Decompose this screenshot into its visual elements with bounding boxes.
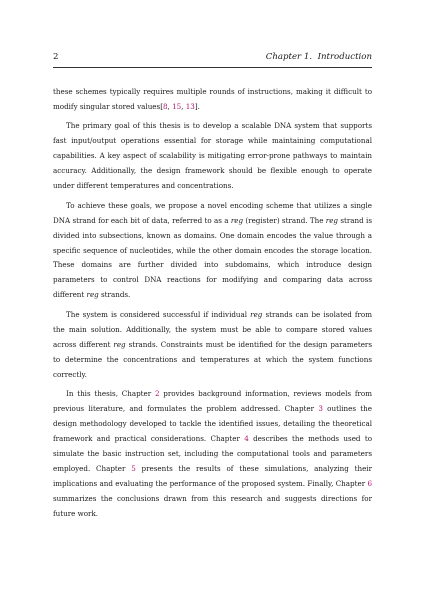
text-run: In this thesis, Chapter — [66, 389, 155, 399]
text-run: describes the methods used to simulate the basic instruction set, including the computational tools and parameters employed. Chapter — [53, 433, 372, 473]
paragraph-3 — [53, 199, 372, 304]
text-run: presents the results of these simulations, analyzing their implications and evaluating the performance of the proposed system. Finally, Chapter — [53, 463, 372, 488]
text-run: strands. — [98, 290, 131, 300]
chapter-title: Introduction — [317, 52, 372, 62]
paragraph-1 — [53, 85, 372, 115]
running-header — [53, 52, 372, 68]
text-run: To achieve these goals, we propose a novel encoding scheme that utilizes a single DNA strand for each bit of data, referred to as a — [53, 200, 372, 225]
paragraph-2: The primary goal of this thesis is to develop a scalable DNA system that supports fast input/output operations essential for storage while maintaining computational capabilities. A key aspect of scalability is mitigating error-prone pathways to maintain accuracy. Additionally, the design framework should be flexible enough to operate under different temperatures and concentrations. — [53, 121, 372, 191]
italic-term: reg — [250, 309, 263, 319]
body-text — [53, 85, 372, 522]
text-run: , — [181, 101, 186, 111]
chapter-label: Chapter 1. — [265, 52, 313, 62]
text-run: strands can be isolated from the main solution. Additionally, the system must be able to compare stored values across different — [53, 309, 372, 349]
text-run: ]. — [194, 101, 200, 111]
citation-link[interactable]: 13 — [185, 101, 195, 111]
text-run: (register) strand. The — [243, 215, 326, 225]
paragraph-4 — [53, 308, 372, 383]
italic-term: reg — [325, 215, 339, 225]
italic-term: reg — [86, 290, 99, 300]
chapter-ref-link[interactable]: 5 — [131, 463, 136, 473]
italic-term: reg — [113, 339, 126, 349]
chapter-ref-link[interactable]: 3 — [318, 404, 323, 414]
page-number: 2 — [53, 52, 59, 62]
text-run: summarizes the conclusions drawn from this research and suggests directions for future work. — [53, 493, 372, 518]
text-run: strands. Constraints must be identified for the design parameters to determine the concentrations and temperatures at which the system functions correctly. — [53, 339, 372, 379]
text-run: strand is divided into subsections, known as domains. One domain encodes the value through a specific sequence of nucleotides, while the other domain encodes the storage location. These domains are further divided into subdomains, which introduce design parameters to control DNA reactions for modifying and comparing data across different — [53, 215, 372, 300]
citation-link[interactable]: 15 — [172, 101, 182, 111]
text-run: these schemes typically requires multiple rounds of instructions, making it difficult to modify singular stored values[ — [53, 87, 372, 111]
chapter-ref-link[interactable]: 6 — [367, 478, 372, 488]
citation-link[interactable]: 8 — [162, 101, 168, 111]
thesis-page — [53, 52, 372, 522]
text-run: outlines the design methodology developed to tackle the identified issues, detailing the theoretical framework and practical considerations. Chapter — [53, 404, 372, 443]
chapter-heading — [266, 52, 372, 63]
paragraph-5 — [53, 387, 372, 522]
chapter-ref-link[interactable]: 4 — [244, 433, 249, 443]
text-run: , — [167, 101, 173, 111]
text-run: The system is considered successful if individual — [66, 309, 251, 319]
text-run: provides background information, reviews models from previous literature, and formulates the problem addressed. Chapter — [53, 389, 372, 414]
chapter-ref-link[interactable]: 2 — [154, 389, 160, 399]
italic-term: reg — [230, 215, 244, 225]
